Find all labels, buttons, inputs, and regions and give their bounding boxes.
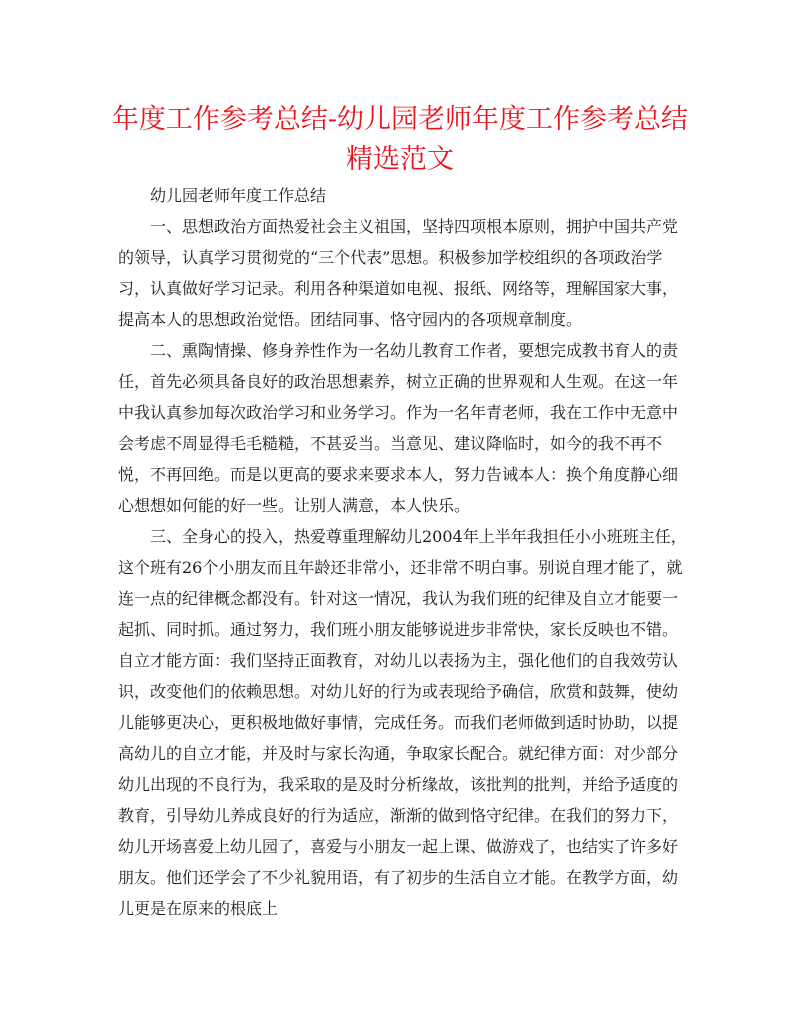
paragraph-dedication: 三、全身心的投入，热爱尊重理解幼儿2004年上半年我担任小小班班主任，这个班有26个小朋友而且年龄还非常小，还非常不明白事。别说自理才能了，就连一点的纪律概念都没有。针对这一情况，我认为我们班的纪律及自立才能要一起抓、同时抓。通过努力，我们班小朋友能够说进步非常快，家长反映也不错。自立才能方面：我们坚持正面教育，对幼儿以表扬为主，强化他们的自我效劳认识，改变他们的依赖思想。对幼儿好的行为或表现给予确信，欣赏和鼓舞，使幼儿能够更决心，更积极地做好事情，完成任务。而我们老师做到适时协助，以提高幼儿的自立才能，并及时与家长沟通，争取家长配合。就纪律方面：对少部分幼儿出现的不良行为，我采取的是及时分析缘故，该批判的批判，并给予适度的教育，引导幼儿养成良好的行为适应，渐渐的做到恪守纪律。在我们的努力下，幼儿开场喜爱上幼儿园了，喜爱与小朋友一起上课、做游戏了，也结实了许多好朋友。他们还学会了不少礼貌用语，有了初步的生活自立才能。在教学方面，幼儿更是在原来的根底上 xyxy=(118,527,687,918)
document-body xyxy=(118,180,690,924)
section-subheading: 幼儿园老师年度工作总结 xyxy=(150,186,327,205)
document-title: 年度工作参考总结-幼儿园老师年度工作参考总结精选范文 xyxy=(111,104,689,175)
paragraph-character: 二、熏陶情操、修身养性作为一名幼儿教育工作者，要想完成教书育人的责任，首先必须具备良好的政治思想素养，树立正确的世界观和人生观。在这一年中我认真参加每次政治学习和业务学习。作为一名年青老师，我在工作中无意中会考虑不周显得毛毛糙糙，不甚妥当。当意见、建议降临时，如今的我不再不悦，不再回绝。而是以更高的要求来要求本人，努力告诫本人：换个角度静心细心想想如何能的好一些。让别人满意，本人快乐。 xyxy=(118,341,679,515)
paragraph-political: 一、思想政治方面热爱社会主义祖国，坚持四项根本原则，拥护中国共产党的领导，认真学习贯彻党的“三个代表”思想。积极参加学校组织的各项政治学习，认真做好学习记录。利用各种渠道如电视、报纸、网络等，理解国家大事，提高本人的思想政治觉悟。团结同事、恪守园内的各项规章制度。 xyxy=(118,217,679,329)
